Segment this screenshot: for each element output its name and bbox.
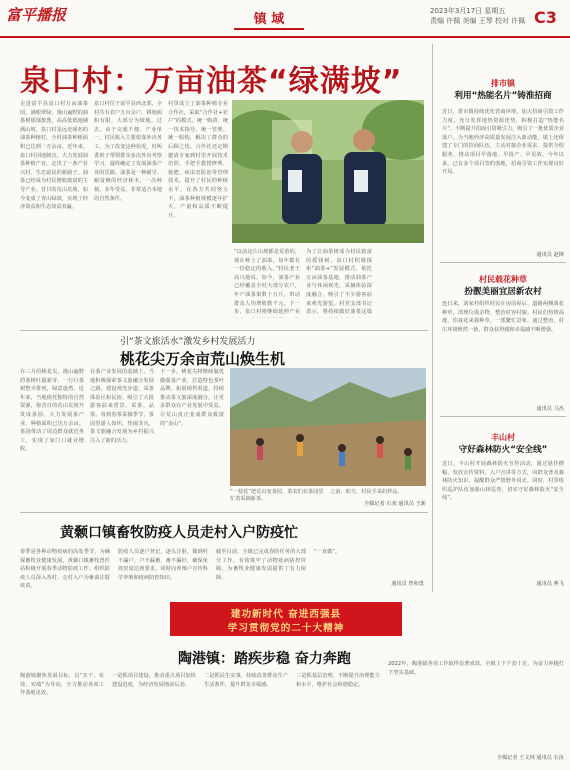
sidebar-story-1-title: 利用“热能名片”铸淮招商 bbox=[454, 91, 552, 101]
feature-column-3: 下一步，桃花尖将继续做优做强茶产业，打造特色茶叶品牌，拓展销售渠道，持续推动茶文旅深度融合，让更多群众在产业发展中受益，让荒山真正变成群众致富的“金山”。 bbox=[160, 369, 224, 427]
feature-caption-left: “一枝花”把荒山变茶园，茶农们在茶园里忙着采摘新茶。 bbox=[230, 489, 324, 502]
article4-column-5: 2022年，陶港镇各项工作取得显著成效，全镇上下干劲十足，为奋力奔跑打下坚实基础。 bbox=[388, 661, 564, 676]
article3-byline: 通讯员 曾和勇 bbox=[391, 581, 424, 587]
sidebar-rule-1 bbox=[440, 262, 566, 263]
sidebar-story-1-kicker: 排市镇 bbox=[491, 79, 515, 88]
sidebar-story-1-byline: 通讯员 赵锋 bbox=[536, 252, 564, 258]
feature-caption-right: 之前、助力，村民手采的样品。 bbox=[330, 489, 403, 495]
sidebar-story-3-title: 守好森林防火“安全线” bbox=[458, 445, 548, 455]
article3-rule bbox=[20, 512, 428, 513]
sidebar-story-3-byline: 通讯员 燕飞 bbox=[536, 581, 564, 587]
article4-column-2: 一是抓项目建设，推动重点项目加快建设进度，为经济发展增添后劲。 bbox=[112, 673, 196, 688]
feature-kicker: 引“茶文旅活水”激发乡村发展活力 bbox=[120, 337, 256, 347]
article4-column-1: 陶港镇聚焦发展目标，以“实干、实效、实绩”为导向，全力推动各项工作落地见效。 bbox=[20, 673, 104, 697]
lead-column-5: 为了让油茶树成为村民致富的摇钱树，泉口村积极探索“油茶+”发展模式，依托万亩油茶基地，推动油茶产业与休闲观光、采摘体验深度融合，吸引了不少游客前来观光游览。村党支部书记表示，将持续做好油茶这篇 bbox=[306, 249, 372, 316]
editor-line: 责编 许佩 美编 王琴 校对 许佩 bbox=[430, 17, 526, 25]
lead-photo-image bbox=[232, 100, 424, 243]
article4-column-3: 二是抓民生实事，持续改善群众生产生活条件，提升群众幸福感。 bbox=[204, 673, 288, 688]
lead-photo bbox=[232, 100, 424, 243]
article3-column-4: “一直做”。 bbox=[314, 549, 341, 555]
article3-column-3: 截至目前，全镇已完成春防任务的大部分工作，有效筑牢了动物疫病防控屏障，为畜牧业健康发展提供了有力保障。 bbox=[216, 549, 306, 581]
sidebar-story-3-body: 近日，丰山村开展森林防火宣传活动，通过悬挂横幅、发放宣传资料、入户宣讲等方式，向群众普及森林防火知识，提醒群众严禁野外用火。同时，村里组织巡护队伍加强山林巡查，切实守好森林防火“安全线”。 bbox=[442, 461, 564, 502]
lead-headline: 泉口村：万亩油茶“绿满坡” bbox=[20, 64, 403, 99]
date-line: 2023年3月17日 星期五 bbox=[430, 7, 506, 15]
sidebar-divider bbox=[432, 44, 433, 592]
section-label: 镇 域 bbox=[234, 8, 304, 30]
feature-title: 桃花尖万余亩荒山焕生机 bbox=[120, 350, 286, 368]
sidebar-story-3-kicker: 丰山村 bbox=[491, 433, 515, 442]
lead-column-4: “以前这片山坡都是荒着的，现在种上了油茶，每年都有一份稳定的收入。”村民老王高兴地说。如今，油茶产业已经覆盖全村大部分农户，年产油茶果数十万斤，带动群众人均增收数千元。下一步，泉口村将继续延伸产业 bbox=[234, 249, 300, 316]
article3-title: 黄颡口镇畜牧防疫人员走村入户防疫忙 bbox=[60, 525, 298, 541]
article4-title: 陶港镇：踏疾步稳 奋力奔跑 bbox=[178, 651, 351, 667]
sidebar-story-2-head bbox=[440, 274, 566, 297]
sidebar-story-2-byline: 通讯员 马杰 bbox=[536, 406, 564, 412]
sidebar-rule-2 bbox=[440, 416, 566, 417]
sidebar-story-3-head bbox=[440, 432, 566, 455]
sidebar-story-1-body: 近日，排市镇持续优化营商环境，加大招商引资工作力度，充分发挥地热资源优势，积极打造“热能名片”，不断提升招商引资吸引力，吸引了一批优质企业落户，为当地经济高质量发展注入新动能。镇上还组建了专门的招商队伍，主动对接企业需求，提供全程服务，推动项目早落地、早投产、早见效。今年以来，已有多个项目签约落地，招商引资工作实现良好开局。 bbox=[442, 109, 564, 176]
feature-column-2: 在茶产业发展的基础上，当地积极探索茶文旅融合发展之路，建设观光步道、采茶体验区和民宿，吸引了大批游客前来赏景、采茶、品茶。每到春茶采摘季节，茶园里游人如织，热闹非凡，茶文旅融合发展为乡村振兴注入了新的活力。 bbox=[90, 369, 154, 444]
lead-column-1: 走进富平县泉口村万亩油茶园，满眼翠绿，漫山遍野的油茶树郁郁葱葱，高高低低地铺满山坡。泉口村是远近闻名的油茶种植村，全村油茶种植面积已达到一万余亩。近年来，泉口村因地制宜，大力发展油茶种植产业，走出了一条产业兴村、生态富民的新路子。油茶已经成为村民增收致富的主导产业。昔日的荒山荒坡，如今变成了青山绿坡，实现了经济效益和生态效益双赢。 bbox=[20, 101, 88, 211]
newspaper-logo: 富平播报 bbox=[6, 6, 67, 24]
article3-column-1: 春季是各种动物疫病的高发季节，为确保畜牧业健康发展，黄颡口镇畜牧兽医站积极开展春季动物防疫工作，组织防疫人员深入各村，走村入户为畜禽注射疫苗。 bbox=[20, 549, 110, 590]
page-number: C3 bbox=[534, 8, 557, 27]
date-info bbox=[430, 6, 525, 26]
article4-byline: 全媒记者 王文林 通讯员 石汝 bbox=[496, 755, 564, 761]
lead-column-2: 泉口村位于富平县西北部，全村共有农户五百余户，耕地面积有限，大部分为坡地。过去，由于交通不便、产业单一，村民收入主要依靠外出务工。为了改变这种状况，村两委班子带领群众多次外出考察学习，最终确定了发展油茶产业的思路。油茶是一种耐旱、耐贫瘠的经济林木，一次种植、多年受益，非常适合本地的自然条件。 bbox=[94, 101, 162, 202]
masthead bbox=[0, 0, 570, 38]
feature-photo bbox=[230, 368, 426, 486]
article3-column-2: 防疫人员逐户登记、逐头注射，做到村不漏户、户不漏畜、畜不漏针，确保免疫密度达到要求。同时向养殖户宣传科学养殖和疫病防控知识。 bbox=[118, 549, 208, 581]
banner-line-2: 学习贯彻党的二十大精神 bbox=[227, 623, 345, 634]
sidebar-story-2-body: 连日来，刘家村组织村民在房前屋后、道路两侧栽花种草，清理垃圾杂物，整治村容村貌。村民们热情高涨，你栽花来我种草，一派繁忙景象。通过整治，村庄环境焕然一新，群众获得感和幸福感不断增强。 bbox=[442, 301, 564, 333]
sidebar-story-2-title: 扮靓美丽宜居新农村 bbox=[464, 287, 542, 297]
feature-rule bbox=[20, 330, 428, 331]
article4-column-4: 三是抓基层治理，不断提升治理能力和水平，维护社会和谐稳定。 bbox=[296, 673, 380, 688]
banner-line-1: 建功新时代 奋进西强县 bbox=[230, 609, 342, 620]
lead-column-3: 村里成立了油茶种植专业合作社，采取“合作社+农户”的模式，统一购苗、统一技术指导、统一管理、统一收购，解决了群众的后顾之忧。合作社还定期邀请专家到村里开展技术培训，手把手教授修剪、施肥、病虫害防治等管理技术，提升了村民的种植水平。在各方共同努力下，油茶种植规模逐年扩大，产量和品质不断提升。 bbox=[168, 101, 228, 219]
slogan-banner bbox=[170, 602, 402, 636]
feature-photo-image bbox=[230, 368, 426, 486]
sidebar-story-1-head bbox=[440, 78, 566, 101]
feature-byline: 全媒记者 石欢 通讯员 王新 bbox=[363, 501, 426, 507]
lead-column-continued bbox=[20, 300, 162, 326]
feature-column-1: 在三月的桃花尖，漫山遍野的茶树吐露新芽，一行行茶树整齐排列，绿意盎然。近年来，当地依托独特的自然资源，将昔日的荒山荒坡开发成茶园，大力发展茶产业，种植面积已达万余亩。茶园带动了周边群众就近务工，实现了家门口就业增收。 bbox=[20, 369, 84, 453]
sidebar-story-2-kicker: 村民载花种草 bbox=[479, 275, 527, 284]
